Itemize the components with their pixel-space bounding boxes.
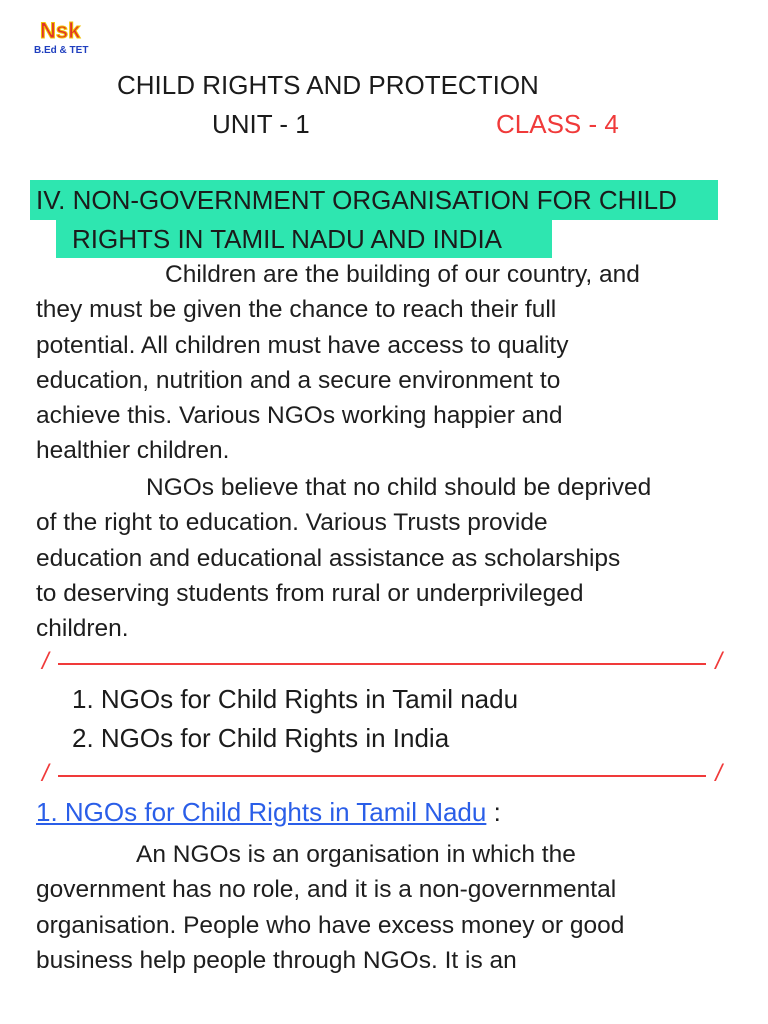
paragraph-line: Children are the building of our country, and: [165, 261, 640, 288]
list-item: 2. NGOs for Child Rights in India: [72, 723, 450, 753]
logo: [34, 18, 104, 62]
section-heading-line1: IV. NON-GOVERNMENT ORGANISATION FOR CHILD: [36, 185, 677, 215]
unit-label: UNIT - 1: [212, 109, 310, 139]
paragraph-line: potential. All children must have access to quality: [36, 331, 569, 359]
logo-subtitle: B.Ed & TET: [34, 45, 89, 56]
class-label: CLASS - 4: [496, 109, 619, 139]
paragraph-line: An NGOs is an organisation in which the: [136, 841, 576, 868]
subheading-suffix: :: [486, 797, 501, 827]
paragraph-line: government has no role, and it is a non-governmental: [36, 876, 617, 904]
subheading: [36, 797, 501, 828]
paragraph-intro: [36, 257, 736, 469]
paragraph-line: business help people through NGOs. It is an: [36, 946, 517, 974]
paragraph-line: NGOs believe that no child should be deprived: [146, 474, 652, 501]
separator-bottom: [40, 762, 724, 792]
paragraph-line: to deserving students from rural or underprivileged: [36, 579, 584, 607]
separator-slash-left: /: [42, 760, 49, 787]
separator-slash-left: /: [42, 648, 49, 675]
list-item: 1. NGOs for Child Rights in Tamil nadu: [72, 684, 519, 714]
section-heading-line2: RIGHTS IN TAMIL NADU AND INDIA: [72, 224, 503, 254]
paragraph-line: they must be given the chance to reach their full: [36, 296, 557, 324]
paragraph-line: education and educational assistance as scholarships: [36, 544, 621, 572]
separator-line: [58, 663, 706, 665]
logo-text: Nsk: [40, 18, 81, 43]
paragraph-line: of the right to education. Various Trusts provide: [36, 509, 548, 537]
subheading-link[interactable]: 1. NGOs for Child Rights in Tamil Nadu: [36, 797, 487, 827]
separator-line: [58, 775, 706, 777]
paragraph-ngos: [36, 470, 736, 646]
separator-top: [40, 650, 724, 680]
page-title: CHILD RIGHTS AND PROTECTION: [117, 70, 539, 100]
separator-slash-right: /: [715, 648, 722, 675]
paragraph-definition: [36, 837, 736, 978]
separator-slash-right: /: [715, 760, 722, 787]
paragraph-line: education, nutrition and a secure environment to: [36, 366, 561, 394]
paragraph-line: achieve this. Various NGOs working happier and: [36, 402, 563, 430]
paragraph-line: organisation. People who have excess money or good: [36, 911, 625, 939]
paragraph-line: children.: [36, 615, 129, 643]
paragraph-line: healthier children.: [36, 437, 230, 465]
